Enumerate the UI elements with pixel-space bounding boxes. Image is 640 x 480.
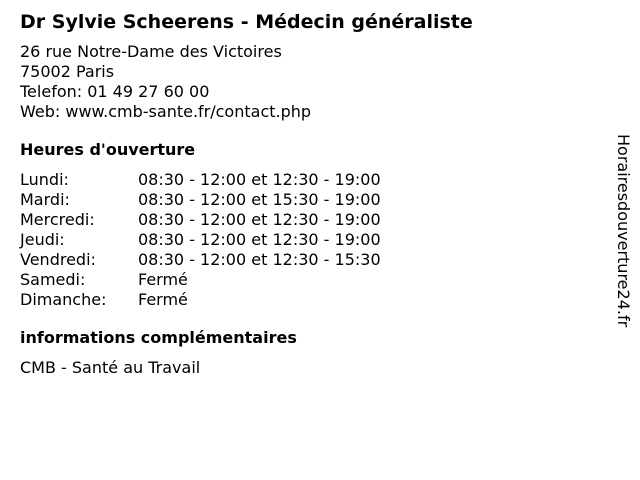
opening-hours-heading: Heures d'ouverture xyxy=(20,140,196,159)
additional-info-heading: informations complémentaires xyxy=(20,328,297,347)
day-hours: 08:30 - 12:00 et 12:30 - 15:30 xyxy=(138,250,381,269)
day-hours: 08:30 - 12:00 et 12:30 - 19:00 xyxy=(138,230,381,249)
day-label: Mardi: xyxy=(20,190,70,209)
hours-row-monday xyxy=(20,170,600,190)
day-hours: Fermé xyxy=(138,270,188,289)
day-hours: 08:30 - 12:00 et 15:30 - 19:00 xyxy=(138,190,381,209)
day-hours: Fermé xyxy=(138,290,188,309)
site-watermark: Horairesdouverture24.fr xyxy=(614,134,633,328)
day-label: Jeudi: xyxy=(20,230,65,249)
postal-city: 75002 Paris xyxy=(20,62,115,81)
address-block xyxy=(20,42,600,122)
hours-row-sunday xyxy=(20,290,600,310)
website: Web: www.cmb-sante.fr/contact.php xyxy=(20,102,312,121)
hours-row-wednesday xyxy=(20,210,600,230)
phone-number: Telefon: 01 49 27 60 00 xyxy=(20,82,210,101)
day-label: Dimanche: xyxy=(20,290,107,309)
practice-card xyxy=(20,10,600,378)
day-label: Samedi: xyxy=(20,270,86,289)
hours-row-saturday xyxy=(20,270,600,290)
day-hours: 08:30 - 12:00 et 12:30 - 19:00 xyxy=(138,170,381,189)
hours-row-tuesday xyxy=(20,190,600,210)
street-address: 26 rue Notre-Dame des Victoires xyxy=(20,42,282,61)
day-label: Mercredi: xyxy=(20,210,95,229)
hours-row-thursday xyxy=(20,230,600,250)
hours-row-friday xyxy=(20,250,600,270)
opening-hours-table xyxy=(20,170,600,310)
additional-info-text: CMB - Santé au Travail xyxy=(20,358,201,377)
page-title: Dr Sylvie Scheerens - Médecin généraliste xyxy=(20,11,473,33)
day-label: Vendredi: xyxy=(20,250,96,269)
day-hours: 08:30 - 12:00 et 12:30 - 19:00 xyxy=(138,210,381,229)
day-label: Lundi: xyxy=(20,170,69,189)
